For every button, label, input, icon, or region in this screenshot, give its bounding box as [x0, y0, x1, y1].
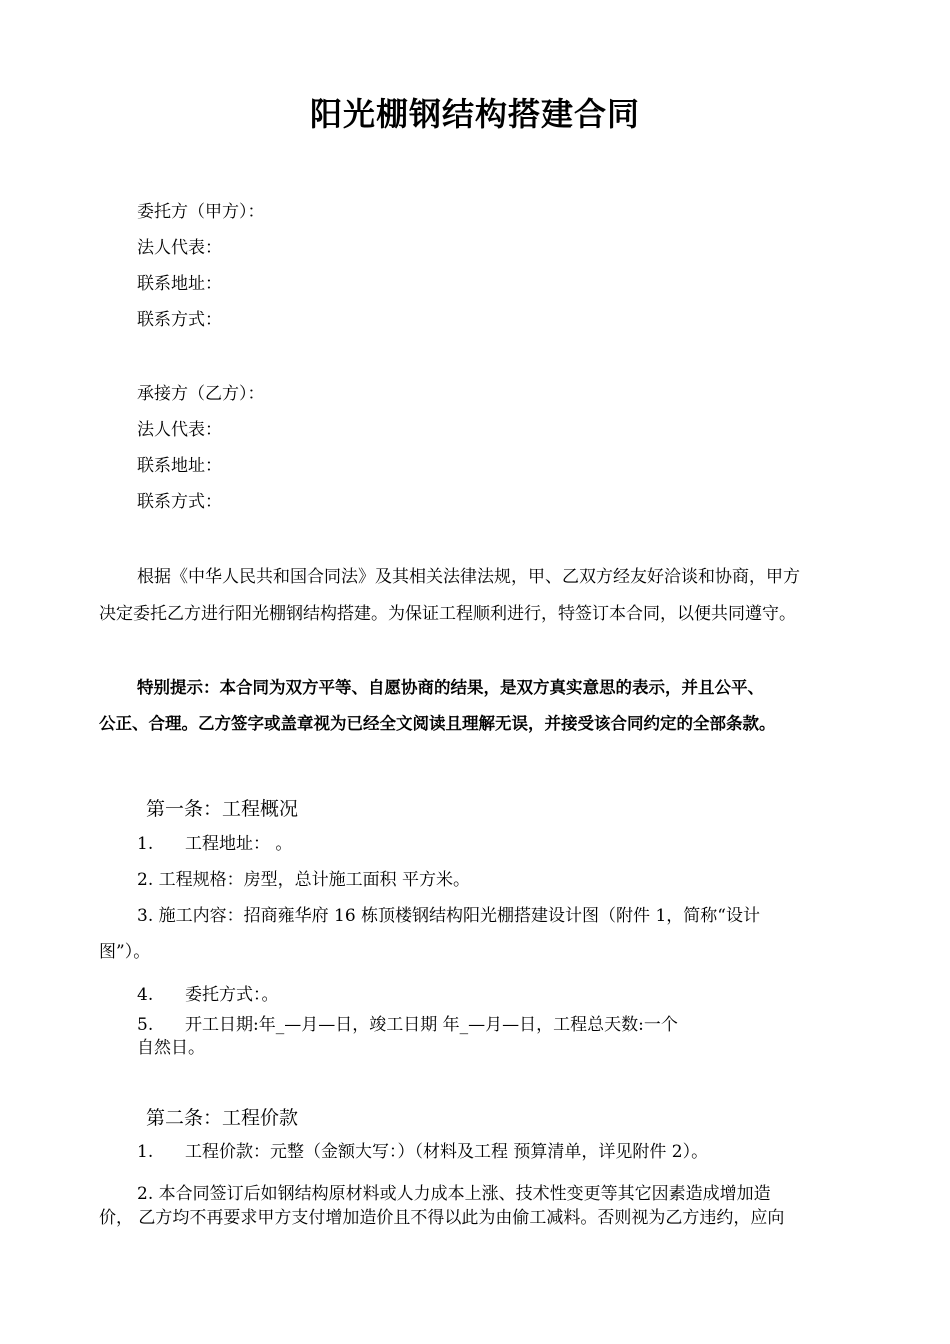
article-1-item-1-num: 1.: [137, 834, 154, 854]
article-1-item-4-num: 4.: [137, 985, 154, 1005]
party-b-address: 联系地址：: [137, 456, 222, 476]
article-2-item-1-text: 工程价款：元整（金额大写：）（材料及工程 预算清单，详见附件 2）。: [185, 1142, 709, 1162]
notice-line-1: 特别提示：本合同为双方平等、自愿协商的结果，是双方真实意思的表示，并且公平、: [137, 678, 764, 697]
article-1-item-5-num: 5.: [137, 1015, 154, 1035]
article-1-item-3-line-2: 图”）。: [99, 942, 151, 962]
article-1-item-1-text: 工程地址： 。: [185, 834, 293, 854]
article-1-heading: 第一条：工程概况: [146, 798, 299, 820]
article-1-item-2: 2. 工程规格：房型，总计施工面积 平方米。: [137, 870, 471, 890]
article-1-item-3-line-1: 3. 施工内容：招商雍华府 16 栋顶楼钢结构阳光棚搭建设计图（附件 1，简称“设计: [137, 906, 760, 926]
article-1-item-5-text: 开工日期:年_—月—日，竣工日期 年_—月—日，工程总天数:一个: [185, 1015, 678, 1035]
article-2-item-2-line-2: 价， 乙方均不再要求甲方支付增加造价且不得以此为由偷工减料。否则视为乙方违约，应向: [99, 1208, 785, 1228]
party-a-rep: 法人代表：: [137, 238, 222, 258]
intro-line-2: 决定委托乙方进行阳光棚钢结构搭建。为保证工程顺利进行，特签订本合同，以便共同遵守。: [99, 604, 796, 624]
party-a-heading: 委托方（甲方）：: [137, 202, 265, 222]
article-2-item-2-line-1: 2. 本合同签订后如钢结构原材料或人力成本上涨、技术性变更等其它因素造成增加造: [137, 1184, 771, 1204]
party-a-contact: 联系方式：: [137, 310, 222, 330]
party-b-rep: 法人代表：: [137, 420, 222, 440]
article-1-item-4-text: 委托方式：。: [185, 985, 279, 1005]
document-title: 阳光棚钢结构搭建合同: [309, 95, 640, 133]
party-b-contact: 联系方式：: [137, 492, 222, 512]
article-2-heading: 第二条：工程价款: [146, 1107, 299, 1129]
party-a-address: 联系地址：: [137, 274, 222, 294]
notice-line-2: 公正、合理。乙方签字或盖章视为已经全文阅读且理解无误，并接受该合同约定的全部条款。: [99, 714, 776, 733]
party-b-heading: 承接方（乙方）：: [137, 384, 265, 404]
article-2-item-1-num: 1.: [137, 1142, 154, 1162]
article-1-item-5-line-2: 自然日。: [137, 1038, 205, 1058]
intro-line-1: 根据《中华人民共和国合同法》及其相关法律法规，甲、乙双方经友好洽谈和协商，甲方: [137, 567, 800, 587]
